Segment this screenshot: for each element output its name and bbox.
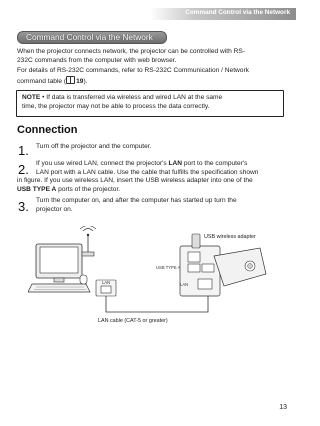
- page-reference-link[interactable]: 19: [76, 77, 84, 85]
- step-number: 2.: [18, 162, 29, 177]
- intro-paragraph-1: [17, 48, 287, 65]
- projector-illustration: [214, 248, 266, 286]
- step-line: [36, 160, 286, 169]
- projector-lan-label: LAN: [180, 282, 189, 287]
- connection-heading: Connection: [17, 124, 78, 136]
- step-text-part: port to the computer's: [182, 160, 248, 167]
- note-line: [22, 94, 278, 103]
- step-bold-text: USB TYPE A: [17, 185, 57, 193]
- step-2-continued: [17, 177, 289, 194]
- header-title: Command Control via the Network: [185, 9, 290, 16]
- section-title: Command Control via the Network: [26, 32, 153, 42]
- computer-lan-label: LAN: [102, 280, 111, 285]
- computer-lan-port-inset: [96, 280, 116, 296]
- step-text-part: ports of the projector.: [56, 185, 121, 193]
- intro-line: For details of RS-232C commands, refer to RS-232C Communication / Network: [17, 67, 249, 74]
- intro-line: 232C commands from the computer with web browser.: [17, 56, 177, 64]
- step-line: projector on.: [36, 205, 73, 213]
- lan-cable-label: LAN cable (CAT-5 or greater): [98, 318, 168, 324]
- section-title-pill: [17, 31, 167, 44]
- step-text-part: If you use wired LAN, connect the projector's: [36, 160, 169, 167]
- usb-type-a-label: USB TYPE A: [156, 265, 181, 270]
- intro-line: [17, 76, 287, 87]
- step-number: 3.: [18, 199, 29, 214]
- intro-paragraph-2: [17, 67, 287, 86]
- note-text: • If data is transferred via wireless and wired LAN at the same: [40, 94, 223, 101]
- intro-line: When the projector connects network, the projector can be controlled with RS-: [17, 48, 245, 55]
- intro-text: command table (: [17, 77, 67, 85]
- note-label: NOTE: [22, 94, 41, 101]
- step-line: LAN port with a LAN cable. Use the cable that fulfills the specification shown: [36, 168, 259, 176]
- wireless-antenna-icon: [80, 226, 96, 256]
- usb-adapter-label: USB wireless adapter: [204, 234, 256, 240]
- header-bar: [150, 8, 296, 20]
- intro-text: ).: [83, 77, 88, 85]
- note-text: time, the projector may not be able to process the data correctly.: [22, 102, 210, 110]
- step-line: Turn the computer on, and after the computer has started up turn the: [36, 197, 237, 204]
- lan-cable: [98, 294, 208, 324]
- step-line: Turn off the projector and the computer.: [36, 143, 152, 150]
- note-box: [16, 90, 284, 117]
- connection-diagram: [28, 226, 268, 326]
- page-number: 13: [279, 404, 287, 411]
- step-3-text: [36, 197, 286, 214]
- computer-illustration: [28, 244, 90, 292]
- book-icon: [66, 76, 75, 84]
- step-1-text: [36, 143, 286, 152]
- step-line: in figure. If you use wireless LAN, insert the USB wireless adapter into one of the: [17, 177, 253, 184]
- step-2-text: [36, 160, 286, 177]
- step-line: [17, 186, 289, 195]
- step-bold-text: LAN: [168, 160, 183, 167]
- projector-port-panel: [156, 246, 220, 296]
- step-number: 1.: [18, 143, 29, 158]
